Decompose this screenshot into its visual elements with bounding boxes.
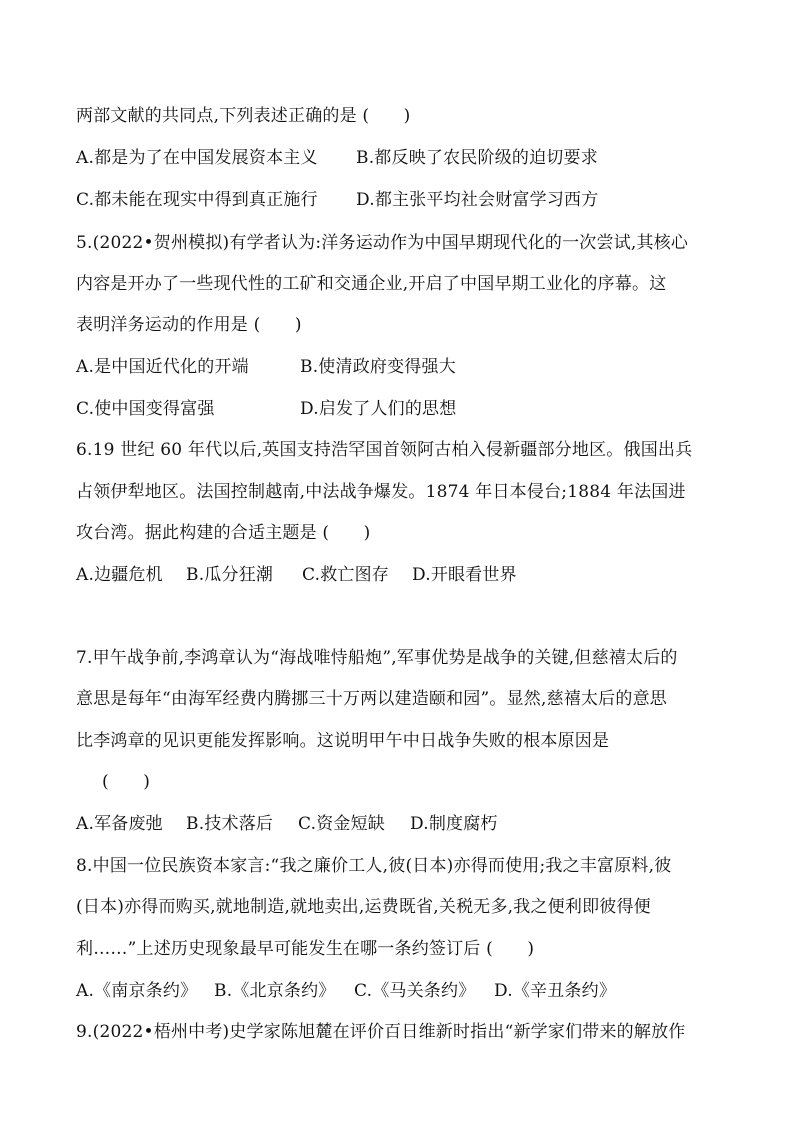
q8-line-1: 8.中国一位民族资本家言:“我之廉价工人,彼(日本)亦得而使用;我之丰富原料,彼 (76, 856, 672, 876)
q4-option-d: D.都主张平均社会财富学习西方 (356, 190, 599, 210)
q5-line-2: 内容是开办了一些现代性的工矿和交通企业,开启了中国早期工业化的序幕。这 (76, 274, 667, 294)
q6-line-1: 6.19 世纪 60 年代以后,英国支持浩罕国首领阿古柏入侵新疆部分地区。俄国出兵 (76, 440, 693, 460)
q8-option-c: C.《马关条约》 (354, 981, 476, 1001)
q4-option-a: A.都是为了在中国发展资本主义 (76, 148, 318, 168)
q7-option-b: B.技术落后 (186, 814, 274, 834)
q5-option-a: A.是中国近代化的开端 (76, 357, 249, 377)
q5-option-c: C.使中国变得富强 (76, 399, 215, 419)
q8-option-b: B.《北京条约》 (214, 981, 336, 1001)
q7-answer-blank: ( ) (102, 772, 151, 792)
q5-option-b: B.使清政府变得强大 (300, 357, 456, 377)
q8-option-a: A.《南京条约》 (76, 981, 198, 1001)
q6-option-a: A.边疆危机 (76, 565, 163, 585)
q5-line-1: 5.(2022•贺州模拟)有学者认为:洋务运动作为中国早期现代化的一次尝试,其核心 (76, 233, 689, 253)
q8-option-d: D.《辛丑条约》 (494, 981, 617, 1001)
q7-option-a: A.军备废弛 (76, 814, 163, 834)
q9-line-1: 9.(2022•梧州中考)史学家陈旭麓在评价百日维新时指出“新学家们带来的解放作 (76, 1022, 686, 1042)
q6-option-d: D.开眼看世界 (412, 565, 517, 585)
q8-line-2: (日本)亦得而购买,就地制造,就地卖出,运费既省,关税无多,我之便利即彼得便 (76, 897, 651, 917)
q7-line-1: 7.甲午战争前,李鸿章认为“海战唯恃船炮”,军事优势是战争的关键,但慈禧太后的 (76, 648, 678, 668)
q7-line-2: 意思是每年“由海军经费内腾挪三十万两以建造颐和园”。显然,慈禧太后的意思 (76, 689, 667, 709)
q6-line-2: 占领伊犁地区。法国控制越南,中法战争爆发。1874 年日本侵台;1884 年法国进 (76, 482, 686, 502)
q7-option-d: D.制度腐朽 (410, 814, 498, 834)
q4-stem: 两部文献的共同点,下列表述正确的是 ( ) (76, 106, 411, 126)
q6-line-3: 攻台湾。据此构建的合适主题是 ( ) (76, 523, 371, 543)
q5-line-3: 表明洋务运动的作用是 ( ) (76, 315, 302, 335)
q7-option-c: C.资金短缺 (298, 814, 386, 834)
q7-line-3: 比李鸿章的见识更能发挥影响。这说明甲午中日战争失败的根本原因是 (76, 731, 610, 751)
q5-option-d: D.启发了人们的思想 (300, 399, 457, 419)
q4-option-b: B.都反映了农民阶级的迫切要求 (356, 148, 598, 168)
q6-option-c: C.救亡图存 (302, 565, 390, 585)
q4-option-c: C.都未能在现实中得到真正施行 (76, 190, 318, 210)
q6-option-b: B.瓜分狂潮 (186, 565, 274, 585)
q8-line-3: 利……”上述历史现象最早可能发生在哪一条约签订后 ( ) (76, 939, 535, 959)
